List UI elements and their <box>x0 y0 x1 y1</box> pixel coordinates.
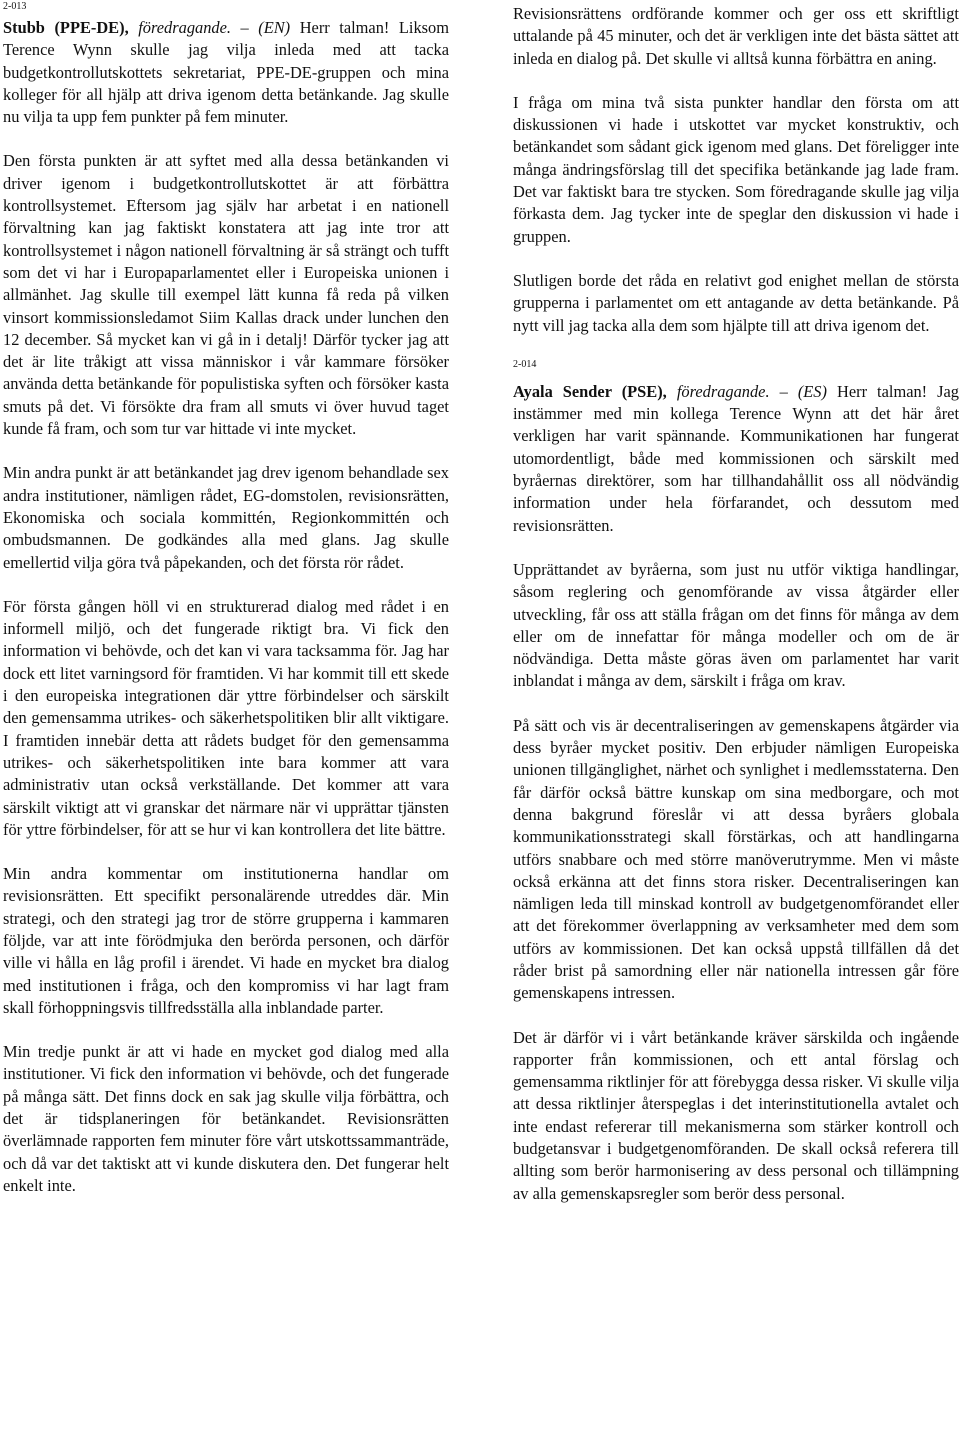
left-column <box>3 0 449 1219</box>
paragraph: Slutligen borde det råda en relativt god enighet mellan de största grupperna i parlamentet om ett antagande av detta betänkande. På nytt vill jag tacka alla dem som hjälpte till att driva igenom det. <box>513 270 959 335</box>
paragraph: Det är därför vi i vårt betänkande kräver särskilda och ingående rapporter från kommissionen, och ett antal förslag och gemensamma riktlinjer för att förebygga dessa risker. Vi skulle vilja att dessa riktlinjer återspeglas i det interinstitutionella avtalet och inte endast refererar till mekanismerna som stärker kontroll och budgetansvar i budgetgenomföranden. De skall också referera till allting som berör harmonisering av dess personal och tillämpning av alla gemenskapsregler som berör dess personal. <box>513 1027 959 1203</box>
speaker-name: Stubb (PPE-DE), <box>3 18 129 37</box>
paragraph: Min andra kommentar om institutionerna handlar om revisionsrätten. Ett specifikt personalärende utreddes där. Min strategi, och den strategi jag tror de större grupperna i kammaren följde, var att inte förödmjuka den berörda personen, och därför ville vi hålla en låg profil i ärendet. Vi hade en mycket bra dialog med institutionen i fråga, och den kompromiss vi har lagt fram skall förhoppningsvis tillfredsställa alla inblandade parter. <box>3 864 449 1017</box>
paragraph: För första gången höll vi en strukturerad dialog med rådet i en informell miljö, och det fungerade riktigt bra. Vi fick den information vi behövde, och det kan vi vara tacksamma för. Jag har dock ett litet varningsord för framtiden. Vi har kommit till ett skede i den europeiska integrationen där yttre förbindelser och särskilt den gemensamma utrikes- och säkerhetspolitiken blir allt viktigare. I framtiden innebär detta att rådets budget för den gemensamma utrikes- och säkerhetspolitiken inte bara kommer att vara administrativ utan också verkställande. Det kommer att vara särskilt viktigt att vi granskar det närmare när vi upprättar tjänsten för yttre förbindelser, för att se hur vi kan kontrollera det lite bättre. <box>3 596 449 839</box>
paragraph: Min andra punkt är att betänkandet jag drev igenom behandlade sex andra institutioner, nämligen rådet, EG-domstolen, revisionsrätten, Ekonomiska och sociala kommittén, Regionkommittén och ombudsmannen. De godkändes alla med glans. Jag skulle emellertid vilja göra två påpekanden, och det första rör rådet. <box>3 463 449 572</box>
speaker-role: föredragande. <box>138 18 231 37</box>
paragraph: Min tredje punkt är att vi hade en mycket god dialog med alla institutioner. Vi fick den information vi behövde, och det fungerade på många sätt. Det finns dock en sak jag skulle vilja förbättra, och det är tidsplaneringen för betänkandet. Revisionsrätten överlämnade rapporten fem minuter före vårt utskottssammanträde, och då var det taktiskt att vi kunde diskutera den. Det fungerar helt enkelt inte. <box>3 1042 449 1195</box>
paragraph: Upprättandet av byråerna, som just nu utför viktiga handlingar, såsom reglering och genomförande av vissa åtgärder eller utveckling, får oss att ställa frågan om det finns för många av dem eller om de innefattar för många modeller och om de är nödvändiga. Detta måste göras även om parlamentet har varit inblandat i många av dem, särskilt i fråga om krav. <box>513 559 959 691</box>
opening-text: Herr talman! Jag instämmer med min kollega Terence Wynn att det här året verkligen har varit spännande. Kommunikationen har fungerat utomordentligt, både med kommissionen och särskilt med byråernas direktörer, som har tillhandahållit oss all nödvändig information under hela förfarandet, och dessutom med revisionsrätten. <box>513 381 960 535</box>
speech-code: 2-013 <box>3 1 27 12</box>
language-tag: – (EN) <box>240 18 291 37</box>
opening-text: Herr talman! Liksom Terence Wynn skulle jag vilja inleda med att tacka budgetkontrollutskottets sekretariat, PPE-DE-gruppen och mina kolleger för all hjälp att driva igenom detta betänkande. Jag skulle nu vilja ta upp fem punkter på fem minuter. <box>3 18 450 127</box>
language-tag: – (ES) <box>779 381 827 401</box>
speech-opening <box>513 381 959 537</box>
paragraph: I fråga om mina två sista punkter handlar den första om att diskussionen vi hade i utskottet var mycket konstruktiv, och betänkandet som sådant gick igenom med glans. Det föreligger inte många ändringsförslag till det specifika betänkande jag lade fram. Det var faktiskt bara tre stycken. Som föredragande skulle jag vilja förkasta dem. Jag tycker inte de speglar den diskussion vi hade i gruppen. <box>513 92 959 246</box>
speaker-name: Ayala Sender (PSE), <box>513 381 667 401</box>
paragraph: Den första punkten är att syftet med alla dessa betänkanden vi driver igenom i budgetkontrollutskottet är att förbättra kontrollsystemet. Eftersom jag själv har arbetat i en nationell förvaltning kan jag faktiskt konstatera att jag inte tror att kontrollsystemet i någon nationell förvaltning är så strängt och tufft som det vi har i Europaparlamentet eller i Europeiska unionen i allmänhet. Jag skulle till exempel lätt kunna få reda på vilken vinsort kommissionsledamot Siim Kallas drack under lunchen den 12 december. Så mycket kan vi gå in i detalj! Därför tycker jag att det är lite tråkigt att vissa människor i vår kammare försöker använda detta betänkande för populistiska syften och försöker kasta smuts på det. Vi försökte dra fram all smuts vi över huvud taget kunde få fram, och som tur var hittade vi inte mycket. <box>3 151 449 439</box>
speech-code: 2-014 <box>513 358 537 370</box>
paragraph: På sätt och vis är decentraliseringen av gemenskapens åtgärder via dess byråer mycket positiv. Den erbjuder nämligen Europeiska unionen tillgänglighet, närhet och synlighet i medlemsstaterna. Den får därför också bättre kunskap om sina medborgare, och mot denna bakgrund föreslår vi att dessa byråers globala kommunikationsstrategi skall förstärkas, och att handlingarna utförs snabbare och med större manöverutrymme. Men vi måste också erkänna att det finns stora risker. Decentraliseringen kan nämligen leda till minskad kontroll av budgetgenomförandet eller att det förekommer överlappning av verksamheter med dem som utförs av kommissionen. Det kan också uppstå tillfällen då det råder brist på samordning eller när nationella intressen går före gemenskapens intressen. <box>513 715 959 1003</box>
speech-opening <box>3 17 449 128</box>
speaker-role: föredragande. <box>676 381 770 401</box>
paragraph: Revisionsrättens ordförande kommer och ger oss ett skriftligt uttalande på 45 minuter, och det är verkligen inte det bästa sättet att inleda en dialog på. Det skulle vi alltså kunna förbättra en aning. <box>513 4 959 68</box>
right-column <box>513 0 959 1227</box>
